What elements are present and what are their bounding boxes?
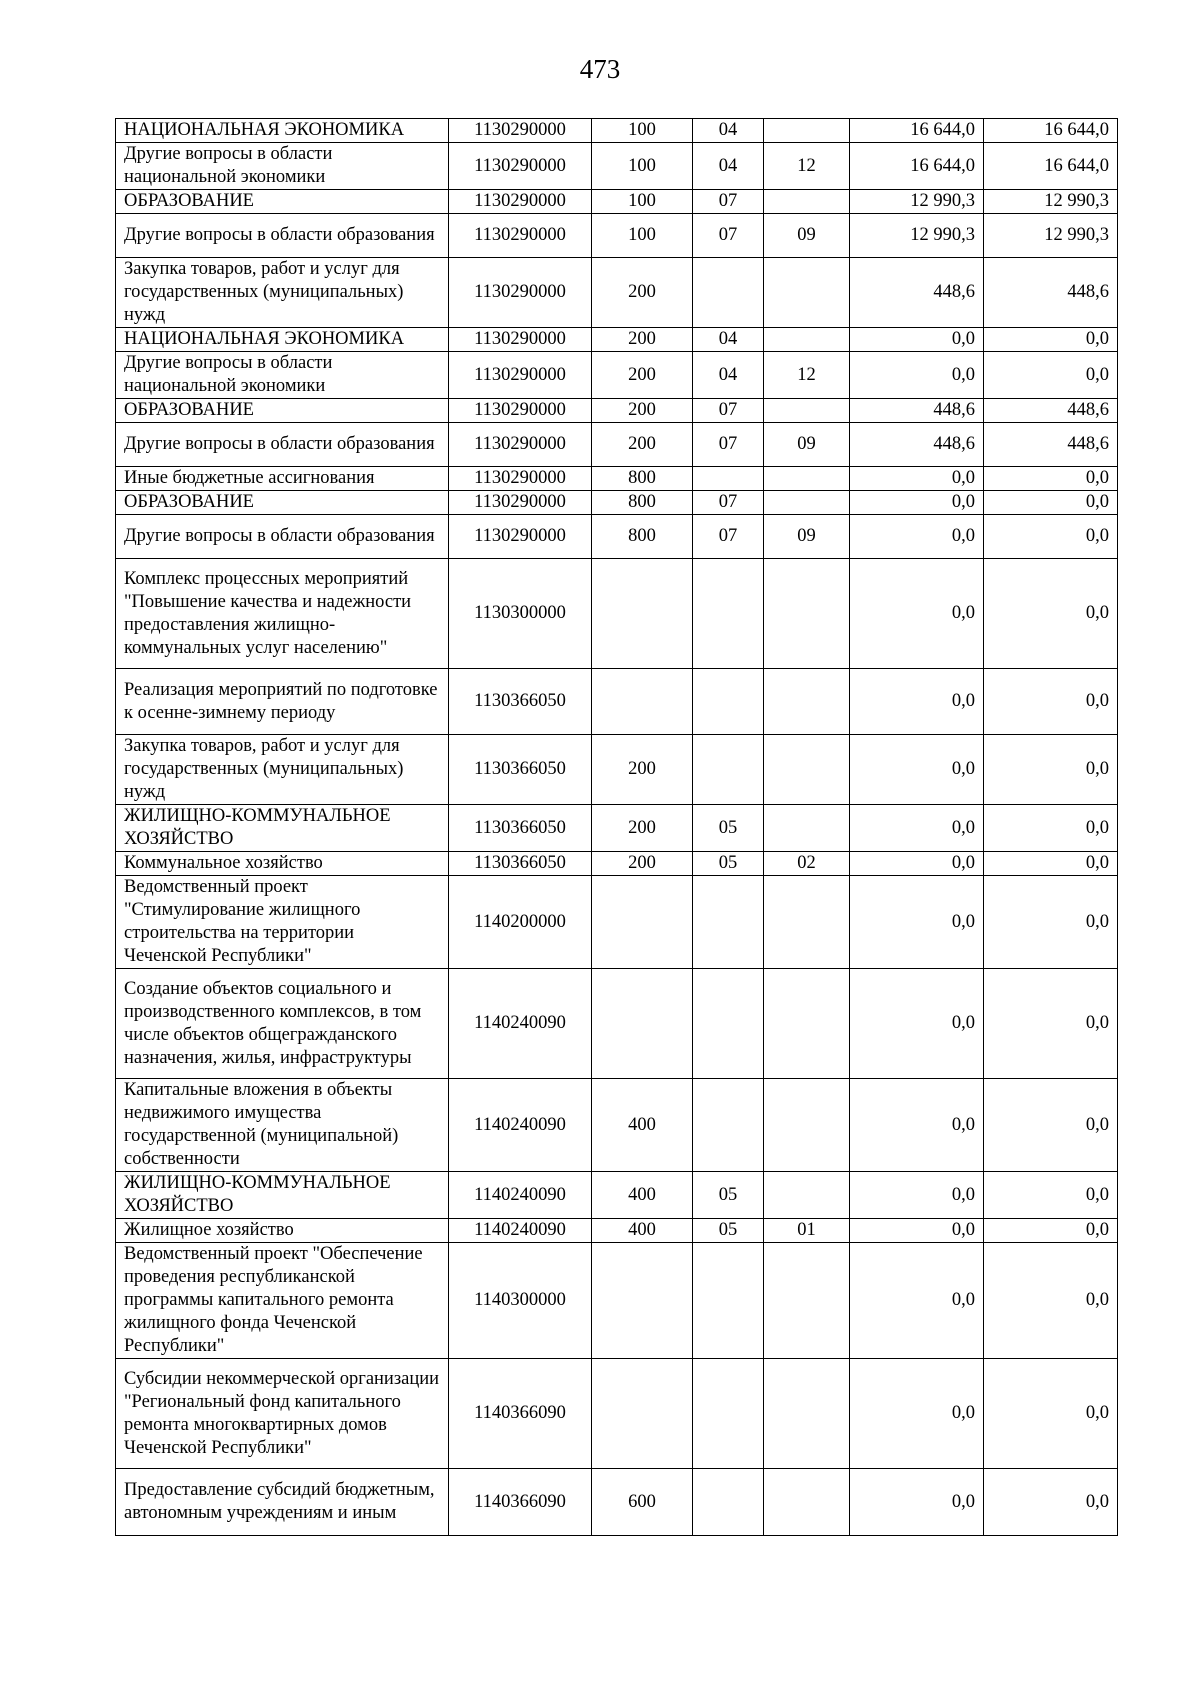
cell-amount-2: 0,0 bbox=[984, 1359, 1118, 1469]
table-row bbox=[116, 214, 1118, 258]
cell-amount-2: 12 990,3 bbox=[984, 190, 1118, 214]
cell-subsection: 01 bbox=[764, 1219, 850, 1243]
cell-amount-2: 0,0 bbox=[984, 852, 1118, 876]
cell-subsection bbox=[764, 876, 850, 969]
cell-section bbox=[693, 559, 764, 669]
cell-subsection: 09 bbox=[764, 423, 850, 467]
cell-section: 07 bbox=[693, 190, 764, 214]
cell-amount-2: 448,6 bbox=[984, 399, 1118, 423]
cell-expense-type: 200 bbox=[592, 352, 693, 399]
table-row bbox=[116, 559, 1118, 669]
cell-amount-2: 0,0 bbox=[984, 491, 1118, 515]
cell-amount-2: 0,0 bbox=[984, 969, 1118, 1079]
cell-target-code: 1130290000 bbox=[449, 119, 592, 143]
cell-name: Ведомственный проект "Обеспечение проведения республиканской программы капитального ремонта жилищного фонда Чеченской Республики" bbox=[116, 1243, 449, 1359]
cell-section bbox=[693, 258, 764, 328]
cell-target-code: 1130290000 bbox=[449, 467, 592, 491]
cell-expense-type: 200 bbox=[592, 399, 693, 423]
cell-expense-type bbox=[592, 559, 693, 669]
table-row bbox=[116, 143, 1118, 190]
table-row bbox=[116, 515, 1118, 559]
table-row bbox=[116, 1469, 1118, 1536]
cell-section bbox=[693, 1079, 764, 1172]
cell-expense-type bbox=[592, 876, 693, 969]
cell-subsection bbox=[764, 559, 850, 669]
cell-amount-1: 0,0 bbox=[850, 669, 984, 735]
cell-expense-type: 200 bbox=[592, 735, 693, 805]
cell-name: Субсидии некоммерческой организации "Региональный фонд капитального ремонта многоквартирных домов Чеченской Республики" bbox=[116, 1359, 449, 1469]
cell-amount-1: 0,0 bbox=[850, 328, 984, 352]
cell-name: ОБРАЗОВАНИЕ bbox=[116, 491, 449, 515]
cell-target-code: 1140300000 bbox=[449, 1243, 592, 1359]
cell-amount-1: 448,6 bbox=[850, 258, 984, 328]
cell-target-code: 1130290000 bbox=[449, 399, 592, 423]
table-row bbox=[116, 735, 1118, 805]
cell-subsection bbox=[764, 1359, 850, 1469]
cell-section: 07 bbox=[693, 491, 764, 515]
table-row bbox=[116, 852, 1118, 876]
cell-name: Предоставление субсидий бюджетным, автономным учреждениям и иным bbox=[116, 1469, 449, 1536]
cell-subsection bbox=[764, 805, 850, 852]
cell-amount-2: 12 990,3 bbox=[984, 214, 1118, 258]
cell-subsection bbox=[764, 1172, 850, 1219]
table-row bbox=[116, 258, 1118, 328]
cell-target-code: 1140240090 bbox=[449, 1079, 592, 1172]
cell-expense-type: 200 bbox=[592, 328, 693, 352]
cell-expense-type: 400 bbox=[592, 1079, 693, 1172]
cell-amount-1: 0,0 bbox=[850, 515, 984, 559]
cell-amount-1: 0,0 bbox=[850, 876, 984, 969]
cell-amount-1: 0,0 bbox=[850, 805, 984, 852]
cell-name: ОБРАЗОВАНИЕ bbox=[116, 399, 449, 423]
cell-expense-type: 800 bbox=[592, 515, 693, 559]
table-row bbox=[116, 190, 1118, 214]
cell-target-code: 1140366090 bbox=[449, 1469, 592, 1536]
cell-amount-2: 0,0 bbox=[984, 352, 1118, 399]
cell-expense-type: 100 bbox=[592, 190, 693, 214]
cell-amount-1: 448,6 bbox=[850, 423, 984, 467]
cell-amount-2: 0,0 bbox=[984, 1243, 1118, 1359]
cell-name: Другие вопросы в области национальной экономики bbox=[116, 352, 449, 399]
cell-name: Закупка товаров, работ и услуг для государственных (муниципальных) нужд bbox=[116, 258, 449, 328]
cell-amount-1: 16 644,0 bbox=[850, 143, 984, 190]
table-row bbox=[116, 969, 1118, 1079]
table-row bbox=[116, 1243, 1118, 1359]
table-row bbox=[116, 1172, 1118, 1219]
cell-amount-1: 448,6 bbox=[850, 399, 984, 423]
cell-section: 07 bbox=[693, 214, 764, 258]
cell-amount-2: 0,0 bbox=[984, 1172, 1118, 1219]
cell-expense-type bbox=[592, 969, 693, 1079]
cell-subsection bbox=[764, 1469, 850, 1536]
table-row bbox=[116, 805, 1118, 852]
cell-amount-1: 16 644,0 bbox=[850, 119, 984, 143]
cell-expense-type: 200 bbox=[592, 258, 693, 328]
cell-name: НАЦИОНАЛЬНАЯ ЭКОНОМИКА bbox=[116, 328, 449, 352]
cell-expense-type: 400 bbox=[592, 1219, 693, 1243]
cell-amount-1: 0,0 bbox=[850, 559, 984, 669]
cell-target-code: 1130290000 bbox=[449, 328, 592, 352]
cell-section: 05 bbox=[693, 805, 764, 852]
cell-section: 04 bbox=[693, 328, 764, 352]
cell-section bbox=[693, 669, 764, 735]
cell-amount-1: 0,0 bbox=[850, 852, 984, 876]
cell-subsection: 12 bbox=[764, 143, 850, 190]
cell-name: Закупка товаров, работ и услуг для государственных (муниципальных) нужд bbox=[116, 735, 449, 805]
cell-name: Создание объектов социального и производственного комплексов, в том числе объектов общегражданского назначения, жилья, инфраструктуры bbox=[116, 969, 449, 1079]
cell-name: Другие вопросы в области образования bbox=[116, 214, 449, 258]
cell-amount-1: 12 990,3 bbox=[850, 214, 984, 258]
cell-amount-2: 0,0 bbox=[984, 467, 1118, 491]
cell-target-code: 1130290000 bbox=[449, 143, 592, 190]
cell-name: Жилищное хозяйство bbox=[116, 1219, 449, 1243]
cell-name: ЖИЛИЩНО-КОММУНАЛЬНОЕ ХОЗЯЙСТВО bbox=[116, 1172, 449, 1219]
cell-expense-type: 100 bbox=[592, 214, 693, 258]
table-row bbox=[116, 423, 1118, 467]
cell-target-code: 1130290000 bbox=[449, 214, 592, 258]
cell-expense-type: 100 bbox=[592, 119, 693, 143]
cell-name: Другие вопросы в области образования bbox=[116, 515, 449, 559]
budget-table bbox=[115, 118, 1118, 1536]
cell-target-code: 1140240090 bbox=[449, 1172, 592, 1219]
table-row bbox=[116, 1219, 1118, 1243]
cell-name: Реализация мероприятий по подготовке к осенне-зимнему периоду bbox=[116, 669, 449, 735]
table-row bbox=[116, 119, 1118, 143]
cell-subsection: 09 bbox=[764, 515, 850, 559]
cell-expense-type: 400 bbox=[592, 1172, 693, 1219]
cell-section bbox=[693, 969, 764, 1079]
cell-target-code: 1130290000 bbox=[449, 258, 592, 328]
cell-section bbox=[693, 1359, 764, 1469]
cell-subsection bbox=[764, 328, 850, 352]
cell-expense-type: 200 bbox=[592, 852, 693, 876]
cell-subsection: 12 bbox=[764, 352, 850, 399]
cell-name: Другие вопросы в области образования bbox=[116, 423, 449, 467]
cell-section bbox=[693, 876, 764, 969]
cell-section bbox=[693, 467, 764, 491]
cell-amount-2: 0,0 bbox=[984, 735, 1118, 805]
cell-name: ЖИЛИЩНО-КОММУНАЛЬНОЕ ХОЗЯЙСТВО bbox=[116, 805, 449, 852]
cell-amount-1: 0,0 bbox=[850, 1359, 984, 1469]
cell-name: Коммунальное хозяйство bbox=[116, 852, 449, 876]
table-row bbox=[116, 467, 1118, 491]
cell-subsection bbox=[764, 669, 850, 735]
table-row bbox=[116, 1079, 1118, 1172]
cell-target-code: 1130290000 bbox=[449, 423, 592, 467]
cell-section: 07 bbox=[693, 423, 764, 467]
table-row bbox=[116, 1359, 1118, 1469]
cell-subsection bbox=[764, 491, 850, 515]
cell-target-code: 1130366050 bbox=[449, 669, 592, 735]
cell-subsection bbox=[764, 467, 850, 491]
cell-name: Комплекс процессных мероприятий "Повышение качества и надежности предоставления жилищно-коммунальных услуг населению" bbox=[116, 559, 449, 669]
cell-expense-type: 200 bbox=[592, 423, 693, 467]
cell-amount-1: 0,0 bbox=[850, 1172, 984, 1219]
cell-subsection: 02 bbox=[764, 852, 850, 876]
cell-expense-type bbox=[592, 1243, 693, 1359]
cell-target-code: 1130366050 bbox=[449, 852, 592, 876]
cell-target-code: 1140240090 bbox=[449, 1219, 592, 1243]
cell-expense-type bbox=[592, 1359, 693, 1469]
cell-target-code: 1140240090 bbox=[449, 969, 592, 1079]
cell-amount-1: 0,0 bbox=[850, 352, 984, 399]
cell-subsection bbox=[764, 1243, 850, 1359]
cell-section bbox=[693, 1243, 764, 1359]
cell-name: ОБРАЗОВАНИЕ bbox=[116, 190, 449, 214]
cell-target-code: 1130366050 bbox=[449, 805, 592, 852]
cell-name: Капитальные вложения в объекты недвижимого имущества государственной (муниципальной) собственности bbox=[116, 1079, 449, 1172]
cell-subsection: 09 bbox=[764, 214, 850, 258]
cell-amount-1: 0,0 bbox=[850, 1469, 984, 1536]
cell-target-code: 1140366090 bbox=[449, 1359, 592, 1469]
cell-amount-1: 12 990,3 bbox=[850, 190, 984, 214]
cell-amount-2: 448,6 bbox=[984, 258, 1118, 328]
cell-amount-1: 0,0 bbox=[850, 735, 984, 805]
cell-amount-2: 0,0 bbox=[984, 669, 1118, 735]
cell-section bbox=[693, 1469, 764, 1536]
cell-amount-1: 0,0 bbox=[850, 491, 984, 515]
cell-amount-2: 448,6 bbox=[984, 423, 1118, 467]
cell-section: 04 bbox=[693, 352, 764, 399]
cell-amount-2: 0,0 bbox=[984, 559, 1118, 669]
cell-expense-type: 100 bbox=[592, 143, 693, 190]
table-row bbox=[116, 876, 1118, 969]
cell-section: 07 bbox=[693, 399, 764, 423]
cell-target-code: 1130300000 bbox=[449, 559, 592, 669]
table-row bbox=[116, 328, 1118, 352]
table-row bbox=[116, 669, 1118, 735]
cell-amount-2: 0,0 bbox=[984, 1469, 1118, 1536]
cell-target-code: 1130366050 bbox=[449, 735, 592, 805]
cell-expense-type: 800 bbox=[592, 491, 693, 515]
cell-target-code: 1130290000 bbox=[449, 491, 592, 515]
page-number: 473 bbox=[579, 54, 621, 84]
table-row bbox=[116, 352, 1118, 399]
cell-amount-1: 0,0 bbox=[850, 1243, 984, 1359]
cell-section bbox=[693, 735, 764, 805]
cell-target-code: 1130290000 bbox=[449, 515, 592, 559]
cell-section: 05 bbox=[693, 1219, 764, 1243]
cell-subsection bbox=[764, 258, 850, 328]
cell-amount-2: 0,0 bbox=[984, 876, 1118, 969]
cell-expense-type: 200 bbox=[592, 805, 693, 852]
cell-amount-2: 0,0 bbox=[984, 1219, 1118, 1243]
cell-section: 04 bbox=[693, 119, 764, 143]
cell-amount-2: 0,0 bbox=[984, 515, 1118, 559]
cell-amount-1: 0,0 bbox=[850, 467, 984, 491]
cell-amount-2: 16 644,0 bbox=[984, 143, 1118, 190]
table-row bbox=[116, 491, 1118, 515]
cell-target-code: 1130290000 bbox=[449, 190, 592, 214]
cell-expense-type bbox=[592, 669, 693, 735]
cell-amount-1: 0,0 bbox=[850, 1079, 984, 1172]
table-body bbox=[116, 119, 1118, 1536]
cell-subsection bbox=[764, 399, 850, 423]
cell-subsection bbox=[764, 190, 850, 214]
cell-expense-type: 800 bbox=[592, 467, 693, 491]
cell-amount-2: 0,0 bbox=[984, 805, 1118, 852]
cell-amount-2: 0,0 bbox=[984, 1079, 1118, 1172]
cell-amount-2: 16 644,0 bbox=[984, 119, 1118, 143]
cell-target-code: 1130290000 bbox=[449, 352, 592, 399]
cell-subsection bbox=[764, 969, 850, 1079]
cell-amount-1: 0,0 bbox=[850, 1219, 984, 1243]
cell-expense-type: 600 bbox=[592, 1469, 693, 1536]
cell-amount-2: 0,0 bbox=[984, 328, 1118, 352]
cell-target-code: 1140200000 bbox=[449, 876, 592, 969]
table-row bbox=[116, 399, 1118, 423]
cell-section: 05 bbox=[693, 852, 764, 876]
cell-subsection bbox=[764, 735, 850, 805]
cell-name: Другие вопросы в области национальной экономики bbox=[116, 143, 449, 190]
cell-amount-1: 0,0 bbox=[850, 969, 984, 1079]
cell-name: НАЦИОНАЛЬНАЯ ЭКОНОМИКА bbox=[116, 119, 449, 143]
cell-name: Иные бюджетные ассигнования bbox=[116, 467, 449, 491]
cell-section: 04 bbox=[693, 143, 764, 190]
cell-section: 07 bbox=[693, 515, 764, 559]
cell-section: 05 bbox=[693, 1172, 764, 1219]
cell-name: Ведомственный проект "Стимулирование жилищного строительства на территории Чеченской Республики" bbox=[116, 876, 449, 969]
cell-subsection bbox=[764, 119, 850, 143]
cell-subsection bbox=[764, 1079, 850, 1172]
